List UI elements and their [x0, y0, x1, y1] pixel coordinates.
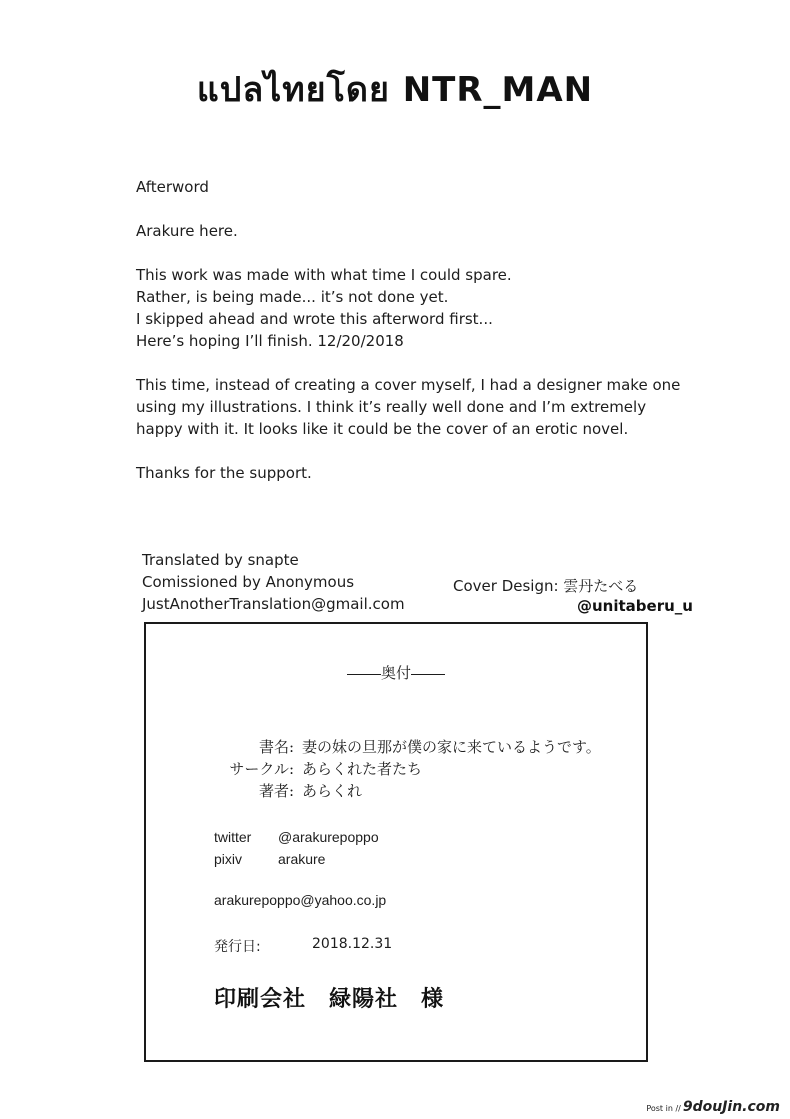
heading-rule — [411, 674, 445, 675]
social-row-twitter: twitter @arakurepoppo — [214, 829, 379, 845]
printer-credit: 印刷会社 緑陽社 様 — [214, 987, 445, 1012]
afterword-heading: Afterword — [136, 178, 209, 196]
cover-designer-handle: @unitaberu_u — [577, 597, 693, 615]
commission-credit: Comissioned by Anonymous — [142, 573, 355, 591]
translator-credit: Translated by snapte — [142, 551, 299, 569]
site-watermark: Post in // 9douJin.com — [646, 1099, 780, 1115]
social-links — [214, 826, 379, 870]
heading-rule — [347, 674, 381, 675]
author-email: arakurepoppo@yahoo.co.jp — [214, 892, 387, 908]
colophon-heading: 奥付 — [146, 662, 646, 683]
book-info — [214, 736, 601, 802]
info-row-author: 著者: あらくれ — [258, 782, 363, 800]
page-title: แปลไทยโดย NTR_MAN — [196, 70, 594, 110]
publication-date: 発行日: 2018.12.31 — [214, 936, 393, 955]
afterword-greeting: Arakure here. — [136, 222, 238, 240]
afterword-paragraph: This time, instead of creating a cover myself, I had a designer make one using my illustrations. I think it’s really well done and I’m extremely happy with it. It looks like it could be the cover of an erotic novel. — [136, 376, 681, 438]
translation-credits — [142, 549, 405, 615]
site-logo: 9douJin.com — [682, 1099, 780, 1115]
afterword-text — [136, 176, 696, 506]
social-row-pixiv: pixiv arakure — [214, 851, 326, 867]
colophon-box — [144, 622, 648, 1062]
afterword-paragraph: This work was made with what time I could spare. Rather, is being made... it’s not done yet. I skipped ahead and wrote this afterword first... Here’s hoping I’ll finish. 12/20/2018 — [136, 266, 512, 350]
afterword-closing: Thanks for the support. — [136, 464, 312, 482]
info-row-title: 書名: 妻の妹の旦那が僕の家に来ているようです。 — [258, 738, 601, 756]
cover-design-credit: Cover Design: 雲丹たべる — [453, 577, 639, 595]
translator-email: JustAnotherTranslation@gmail.com — [142, 595, 405, 613]
info-row-circle: サークル: あらくれた者たち — [229, 760, 423, 778]
